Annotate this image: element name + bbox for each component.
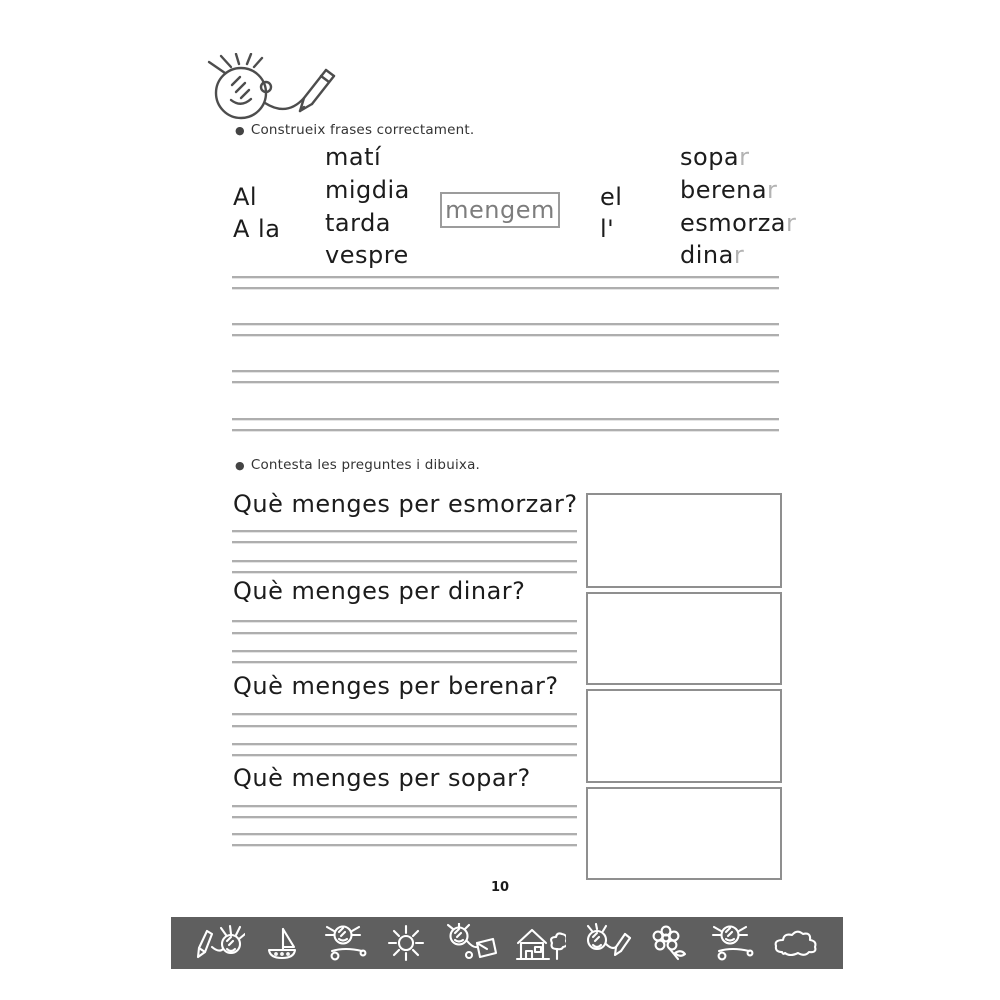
word-meal-dinar: [680, 241, 744, 269]
drawing-box: [586, 689, 782, 783]
child-with-pencil-icon: [580, 923, 632, 963]
writing-line: [232, 560, 577, 563]
question-sopar: Què menges per sopar?: [233, 764, 531, 792]
exercise1-instruction-text: Construeix frases correctament.: [250, 122, 475, 138]
sun-icon: [384, 923, 428, 963]
writing-line: [232, 381, 779, 384]
verb-box: [440, 192, 560, 228]
writing-line: [232, 323, 779, 326]
question-esmorzar: Què menges per esmorzar?: [233, 490, 578, 518]
word-time-tarda: tarda: [325, 209, 392, 237]
writing-line: [232, 805, 577, 808]
writing-line: [232, 713, 577, 716]
footer-bar: [171, 917, 843, 969]
cloud-icon: [771, 924, 821, 962]
writing-line: [232, 844, 577, 847]
word-time-mati: matí: [325, 143, 382, 171]
word-meal-berenar: [680, 176, 777, 204]
exercise2-instruction: [235, 457, 480, 473]
writing-line: [232, 754, 577, 757]
bullet-icon: ●: [235, 123, 245, 137]
drawing-box: [586, 493, 782, 588]
writing-line: [232, 287, 779, 290]
header-doodle: [203, 53, 351, 131]
writing-line: [232, 816, 577, 819]
writing-line: [232, 661, 577, 664]
word-meal-stem: esmorza: [680, 209, 787, 237]
word-article-a-la: A la: [233, 215, 281, 243]
word-meal-ending: r: [786, 209, 797, 237]
writing-line: [232, 429, 779, 432]
word-meal-sopar: [680, 143, 750, 171]
exercise1-instruction: [235, 122, 474, 138]
bullet-icon: ●: [235, 458, 245, 472]
word-meal-ending: r: [739, 143, 750, 171]
writing-line: [232, 833, 577, 836]
writing-line: [232, 743, 577, 746]
writing-line: [232, 571, 577, 574]
word-meal-stem: berena: [680, 176, 768, 204]
word-article-l: l': [600, 215, 615, 243]
writing-line: [232, 541, 577, 544]
writing-line: [232, 370, 779, 373]
writing-line: [232, 334, 779, 337]
pencil-child-icon: [193, 923, 245, 963]
question-berenar: Què menges per berenar?: [233, 672, 559, 700]
child-with-letter-icon: [442, 923, 498, 963]
writing-line: [232, 530, 577, 533]
writing-line: [232, 725, 577, 728]
page-number: 10: [490, 880, 510, 895]
writing-line: [232, 418, 779, 421]
word-article-el: el: [600, 183, 623, 211]
writing-line: [232, 276, 779, 279]
flower-icon: [646, 923, 692, 963]
drawing-box: [586, 787, 782, 880]
writing-line: [232, 632, 577, 635]
question-dinar: Què menges per dinar?: [233, 577, 526, 605]
word-time-vespre: vespre: [325, 241, 409, 269]
writing-line: [232, 620, 577, 623]
word-meal-esmorzar: [680, 209, 796, 237]
word-meal-ending: r: [733, 241, 745, 269]
word-meal-stem: dina: [680, 241, 734, 269]
child-head-with-pencil-icon: [203, 53, 351, 127]
sailboat-icon: [259, 923, 305, 963]
child-scooter-icon: [707, 923, 757, 963]
writing-line: [232, 650, 577, 653]
verb-box-label: mengem: [445, 196, 555, 224]
house-with-tree-icon: [512, 923, 566, 963]
word-article-al: Al: [233, 183, 258, 211]
exercise2-instruction-text: Contesta les preguntes i dibuixa.: [250, 457, 481, 473]
word-time-migdia: migdia: [325, 176, 410, 204]
word-meal-ending: r: [767, 176, 778, 204]
drawing-box: [586, 592, 782, 685]
child-scooter-icon: [320, 923, 370, 963]
word-meal-stem: sopa: [680, 143, 740, 171]
